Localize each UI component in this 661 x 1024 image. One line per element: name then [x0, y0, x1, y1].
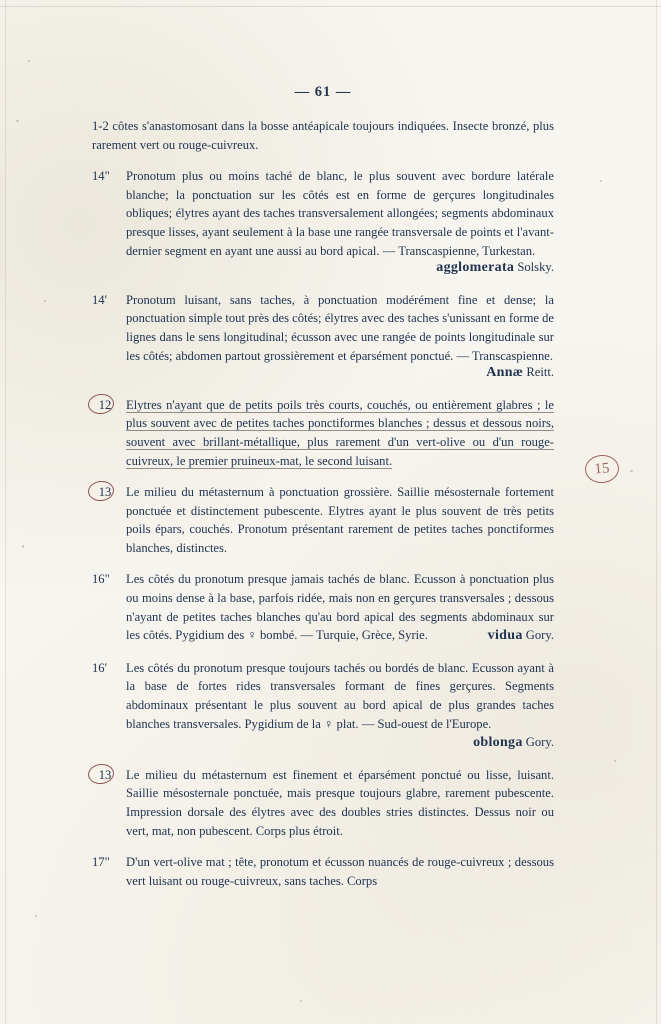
paragraph-text: D'un vert-olive mat ; tête, pronotum et écusson nuancés de rouge-cuivreux ; dessous vert luisant ou rouge-cuivreux, sans taches. Corps: [126, 855, 554, 888]
paragraph: [92, 167, 554, 278]
couplet-lead: 16": [92, 572, 110, 587]
paragraph-text: Pronotum luisant, sans taches, à ponctuation modérément fine et dense; la ponctuation simple tout près des côtés; élytres avec des taches s'unissant en forme de lignes dans le sens longitudinal; écusson avec une rangée de points longitudinale sur les côtés; abdomen partout grossièrement et éparsément ponctué. — Transcaspienne.: [126, 292, 554, 363]
paragraph-text: Le milieu du métasternum à ponctuation grossière. Saillie mésosternale fortement ponctuée et distinctement pubescente. Elytres ayant le plus souvent de très petits poils épars, couchés. Pronotum présentant rarement de petites taches ponctiformes blanches, distinctes.: [126, 485, 554, 555]
paragraph: [92, 396, 554, 470]
couplet-lead: 16': [92, 660, 107, 675]
scan-edge-top: [0, 6, 661, 7]
scan-edge-right: [656, 0, 657, 1024]
paragraph: [92, 766, 554, 840]
species-name: Annæ: [486, 365, 524, 381]
paragraph: [92, 853, 554, 890]
margin-annotation-15: 15: [584, 454, 620, 484]
paragraph-text: Les côtés du pronotum presque jamais tachés de blanc. Ecusson à ponctuation plus ou moins dense à la base, parfois ridée, mais non en gerçures transversales ; dessous n'ayant de petites taches blanches qu'au bord apical des segments abdominaux sur les côtés. Pygidium des ♀ bombé. — Turquie, Grèce, Syrie.: [126, 572, 554, 643]
couplet-lead: 13: [98, 485, 112, 500]
paragraph: [92, 483, 554, 557]
scan-edge-left: [5, 0, 6, 1024]
couplet-lead: 17": [92, 855, 110, 870]
species-line: [473, 733, 554, 753]
paragraph-text: Les côtés du pronotum presque toujours tachés ou bordés de blanc. Ecusson ayant à la base de fortes rides transversales formant de fines gerçures. Segments abdominaux présentant le plus souvent au bord apical de plus grandes taches blanches transversales. Pygidium de la ♀ plat. — Sud-ouest de l'Europe.: [126, 660, 554, 731]
paragraph: [92, 659, 554, 753]
species-name: oblonga: [473, 735, 523, 751]
paragraph-text: 1-2 côtes s'anastomosant dans la bosse antéapicale toujours indiquées. Insecte bronzé, plus rarement vert ou rouge-cuivreux.: [92, 119, 554, 152]
species-author: Gory.: [525, 735, 554, 750]
species-author: Solsky.: [517, 260, 554, 275]
paragraph-text: Le milieu du métasternum est finement et éparsément ponctué ou lisse, luisant. Saillie mésosternale ponctuée, mais presque toujours glabre, rarement pubescente. Impression dorsale des élytres avec des doubles stries distinctes. Dessus noir ou vert, mat, non pubescent. Corps plus étroit.: [126, 767, 554, 838]
paragraph: [92, 117, 554, 154]
species-author: Gory.: [525, 628, 554, 643]
couplet-lead: 14': [92, 292, 107, 307]
paragraph: [92, 570, 554, 645]
species-name: agglomerata: [436, 260, 515, 276]
species-line: [126, 258, 554, 278]
species-name: vidua: [487, 628, 523, 644]
paragraph-text: Pronotum plus ou moins taché de blanc, le plus souvent avec bordure latérale blanche; la ponctuation sur les côtés est en forme de gerçures longitudinales obliques; élytres ayant des taches transversalement allongées; segments abdominaux presque lisses, ayant seulement à la base une rangée transversale de points et l'avant-dernier segment en ayant une aussi au bord apical. — Transcaspienne, Turkestan.: [126, 169, 554, 258]
paragraph-text: Elytres n'ayant que de petits poils très courts, couchés, ou entièrement glabres ; le plus souvent avec de petites taches ponctiformes blanches ; dessus et dessous noirs, souvent avec brillant-métallique, plus rarement d'un vert-olive ou d'un rouge-cuivreux, le premier pruineux-mat, le second luisant.: [126, 397, 554, 468]
couplet-lead: 14": [92, 169, 110, 184]
species-author: Reitt.: [526, 365, 554, 380]
species-line: [488, 626, 554, 646]
paragraph: [92, 291, 554, 383]
species-line: [126, 363, 554, 383]
page-number: — 61 —: [294, 84, 352, 100]
page-content: [92, 84, 554, 903]
couplet-lead: 12: [98, 397, 112, 412]
couplet-lead: 13: [98, 767, 112, 782]
